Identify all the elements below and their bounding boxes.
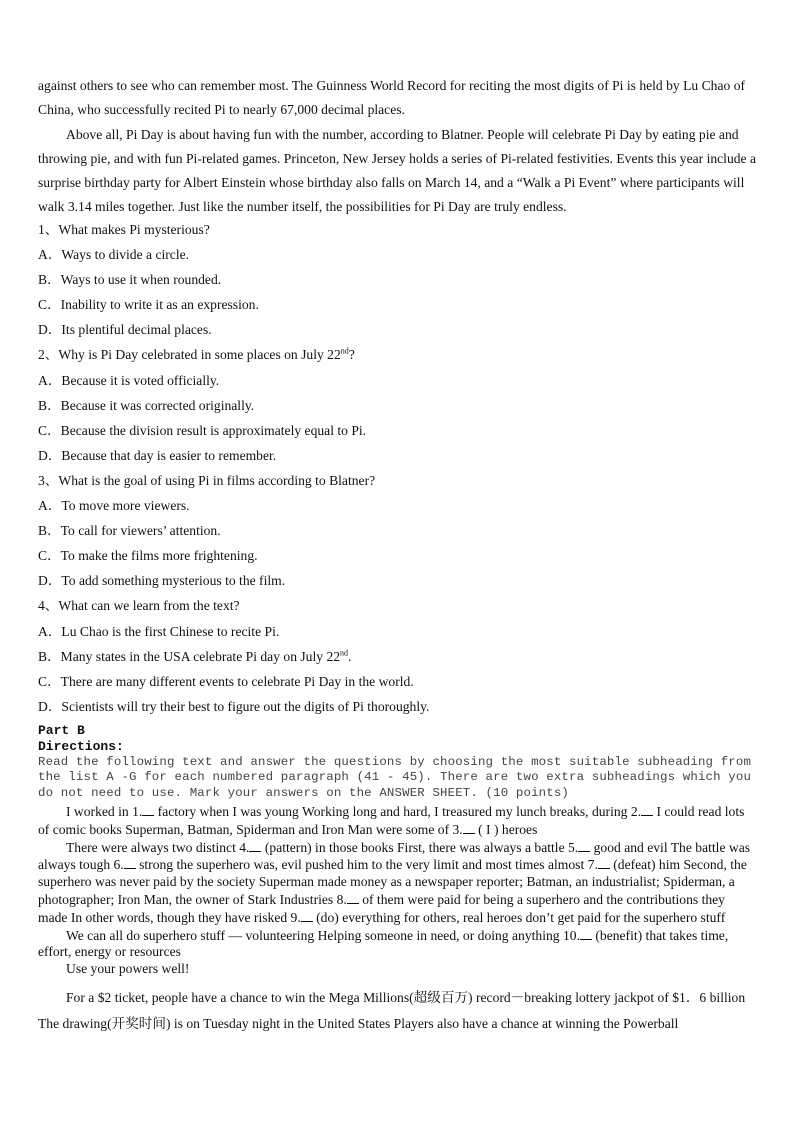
question-2-option-d: D．Because that day is easier to remember. [38,447,277,463]
question-4-option-d: D．Scientists will try their best to figure out the digits of Pi thoroughly. [38,698,430,714]
cloze-text: good and evil The battle was always tough 6. [38,839,751,873]
question-1-option-d: D．Its plentiful decimal places. [38,322,212,338]
cloze-text: There were always two distinct 4. [66,839,250,855]
directions-text: Read the following text and answer the questions by choosing the most suitable subheading from the list A -G for each numbered paragraph (41 - 45). There are two extra subheadings which you do not need to use. Mark your answers on the ANSWER SHEET. (10 points) [38,754,752,801]
question-2-stem [38,342,758,367]
passage-paragraph-1: against others to see who can remember most. The Guinness World Record for reciting the most digits of Pi is held by Lu Chao of China, who successfully recited Pi to nearly 67,000 decimal places. [38,78,746,118]
cloze-text: (do) everything for others, real heroes don’t get paid for the superhero stuff [312,909,726,925]
answer-blank-8[interactable] [347,891,359,904]
question-4-option-b [38,644,758,669]
question-2-option-a: A．Because it is voted officially. [38,372,220,388]
passage-paragraph-2: Above all, Pi Day is about having fun with the number, according to Blatner. People will celebrate Pi Day by eating pie and throwing pie, and with fun Pi-related games. Princeton, New Jersey holds a series of Pi-related festivities. Events this year include a surprise birthday party for Albert Einstein whose birthday also falls on March 14, and a “Walk a Pi Event” where participants will walk 3.14 miles together. Just like the number itself, the possibilities for Pi Day are truly endless. [38,126,757,215]
answer-blank-1[interactable] [142,803,154,816]
question-2-stem-text: 2、Why is Pi Day celebrated in some places on July 22 [38,347,341,363]
answer-blank-10[interactable] [580,927,592,940]
lottery-passage [38,985,756,1037]
reading-passage [38,74,758,220]
question-4-option-c: C．There are many different events to celebrate Pi Day in the world. [38,673,414,689]
question-4-stem: 4、What can we learn from the text? [38,598,240,614]
question-3-option-d: D．To add something mysterious to the film. [38,573,286,589]
question-3-option-c: C．To make the films more frightening. [38,548,258,564]
question-4-option-b-end: . [348,648,352,664]
answer-blank-5[interactable] [578,839,590,852]
question-1-stem: 1、What makes Pi mysterious? [38,222,210,237]
cloze-text: (benefit) that takes time, effort, energy or resources [38,927,729,960]
cloze-text: (defeat) him Second, the superhero was never paid by the society Superman made money as a newspaper reporter; Batman, an industrialist; Spiderman, a photographer; Iron Man, the owner of Stark Industries 8. [38,857,747,907]
answer-blank-3[interactable] [463,821,475,834]
answer-blank-9[interactable] [301,909,313,922]
cloze-text: (pattern) in those books First, there was always a battle 5. [261,839,579,855]
question-3-option-b: B．To call for viewers’ attention. [38,523,221,539]
question-3-option-a: A．To move more viewers. [38,498,190,514]
question-2-option-b: B．Because it was corrected originally. [38,397,255,413]
directions-label: Directions: [38,738,124,754]
cloze-text: of them were paid for being a superhero and the contributions they made In other words, though they have risked 9. [38,891,725,925]
question-1-option-a: A．Ways to divide a circle. [38,247,190,263]
question-4-option-a: A．Lu Chao is the first Chinese to recite Pi. [38,623,280,639]
cloze-paragraph-2 [38,839,756,927]
cloze-text: I worked in 1. [66,804,143,819]
question-list [38,217,758,719]
question-3-stem: 3、What is the goal of using Pi in films according to Blatner? [38,472,376,488]
question-2-stem-end: ? [348,347,355,363]
answer-blank-7[interactable] [598,856,610,869]
cloze-text: strong the superhero was, evil pushed him to the very limit and most times almost 7. [135,857,598,873]
ordinal-suffix: nd [340,346,349,356]
cloze-paragraph-4: Use your powers well! [66,961,190,977]
question-2-option-c: C．Because the division result is approximately equal to Pi. [38,422,367,438]
cloze-text: ( I ) heroes [474,821,538,837]
cloze-paragraph-1 [38,803,756,839]
cloze-paragraph-3 [38,927,756,962]
cloze-passage [38,803,756,978]
question-1-option-c: C．Inability to write it as an expression. [38,297,259,313]
cloze-text: We can all do superhero stuff — volunteering Helping someone in need, or doing anything 10. [66,927,580,943]
cloze-text: factory when I was young Working long and hard, I treasured my lunch breaks, during 2. [154,804,642,819]
answer-blank-4[interactable] [249,839,261,852]
question-1-option-b: B．Ways to use it when rounded. [38,272,222,288]
lottery-paragraph: For a $2 ticket, people have a chance to win the Mega Millions(超级百万) record－breaking lottery jackpot of $1．6 billion The drawing(开奖时间) is on Tuesday night in the United States Players also have a chance at winning the Powerball [38,990,746,1031]
answer-blank-6[interactable] [124,856,136,869]
question-4-option-b-text: B．Many states in the USA celebrate Pi day on July 22 [38,648,341,664]
ordinal-suffix: nd [340,648,349,658]
part-b-header [38,723,758,802]
part-b-title: Part B [38,723,85,738]
cloze-text: I could read lots of comic books Superman, Batman, Spiderman and Iron Man were some of 3. [38,804,745,837]
answer-blank-2[interactable] [641,803,653,816]
